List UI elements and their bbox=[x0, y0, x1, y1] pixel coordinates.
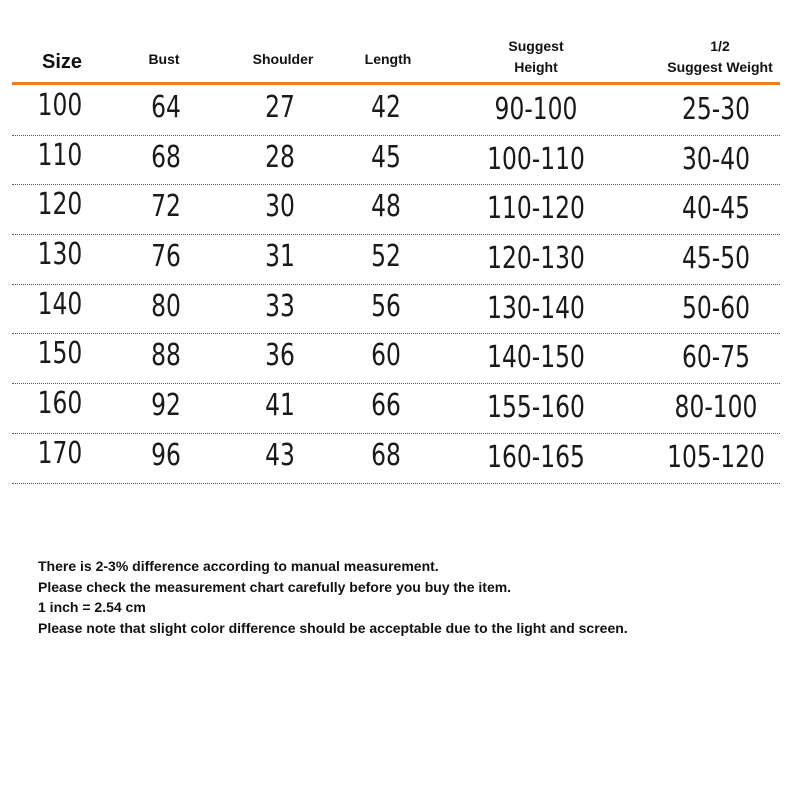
table-row bbox=[12, 434, 780, 484]
table-body bbox=[12, 86, 780, 484]
cell-bust: 68 bbox=[151, 139, 181, 175]
note-line: Please check the measurement chart carefully before you buy the item. bbox=[38, 578, 512, 595]
cell-bust: 64 bbox=[151, 90, 181, 125]
cell-bust: 92 bbox=[151, 388, 181, 424]
cell-shoulder: 36 bbox=[265, 338, 295, 374]
cell-length: 60 bbox=[371, 338, 401, 374]
cell-suggest-height: 155-160 bbox=[487, 390, 585, 426]
cell-size: 150 bbox=[37, 336, 83, 372]
table-row bbox=[12, 285, 780, 335]
header-divider bbox=[12, 82, 780, 85]
cell-bust: 76 bbox=[151, 239, 181, 275]
cell-suggest-weight: 105-120 bbox=[667, 439, 765, 475]
header-suggest-weight bbox=[640, 36, 800, 78]
cell-suggest-height: 130-140 bbox=[487, 290, 585, 326]
cell-size: 130 bbox=[37, 237, 83, 273]
table-row bbox=[12, 185, 780, 235]
cell-suggest-height: 160-165 bbox=[487, 439, 585, 475]
cell-suggest-height: 100-110 bbox=[487, 141, 585, 177]
cell-shoulder: 31 bbox=[265, 239, 295, 275]
cell-size: 110 bbox=[37, 137, 83, 173]
cell-suggest-weight: 45-50 bbox=[681, 241, 751, 277]
cell-size: 160 bbox=[37, 386, 83, 422]
cell-shoulder: 43 bbox=[265, 437, 295, 473]
cell-suggest-height: 140-150 bbox=[487, 340, 585, 376]
note-line: 1 inch = 2.54 cm bbox=[38, 599, 146, 615]
cell-suggest-weight: 30-40 bbox=[681, 141, 751, 177]
cell-bust: 96 bbox=[151, 437, 181, 473]
note-line: There is 2-3% difference according to manual measurement. bbox=[38, 558, 439, 574]
cell-suggest-height: 120-130 bbox=[487, 241, 585, 277]
header-line: 1/2 bbox=[710, 38, 730, 54]
header-line: Suggest Weight bbox=[667, 59, 773, 75]
cell-size: 170 bbox=[37, 435, 83, 471]
cell-suggest-height: 90-100 bbox=[494, 92, 578, 127]
cell-shoulder: 30 bbox=[265, 189, 295, 225]
table-row bbox=[12, 235, 780, 285]
cell-length: 42 bbox=[371, 90, 401, 125]
cell-length: 56 bbox=[371, 288, 401, 324]
header-line: Bust bbox=[148, 51, 180, 67]
cell-bust: 72 bbox=[151, 189, 181, 225]
cell-length: 66 bbox=[371, 388, 401, 424]
table-header bbox=[12, 30, 780, 82]
cell-size: 100 bbox=[37, 88, 83, 123]
header-line: Suggest bbox=[508, 38, 564, 54]
header-length bbox=[308, 49, 468, 70]
header-line: Shoulder bbox=[252, 51, 314, 67]
header-suggest-height bbox=[456, 36, 616, 78]
cell-shoulder: 33 bbox=[265, 288, 295, 324]
cell-suggest-height: 110-120 bbox=[487, 191, 585, 227]
table-row bbox=[12, 136, 780, 186]
cell-suggest-weight: 40-45 bbox=[681, 191, 751, 227]
cell-suggest-weight: 80-100 bbox=[674, 390, 758, 426]
header-line: Size bbox=[41, 51, 83, 73]
cell-suggest-weight: 50-60 bbox=[681, 290, 751, 326]
table-row bbox=[12, 384, 780, 434]
header-line: Length bbox=[364, 51, 412, 67]
table-row bbox=[12, 334, 780, 384]
notes bbox=[38, 556, 778, 638]
cell-shoulder: 28 bbox=[265, 139, 295, 175]
cell-length: 48 bbox=[371, 189, 401, 225]
cell-length: 45 bbox=[371, 139, 401, 175]
cell-suggest-weight: 60-75 bbox=[681, 340, 751, 376]
table-row bbox=[12, 86, 780, 136]
cell-length: 52 bbox=[371, 239, 401, 275]
cell-shoulder: 27 bbox=[265, 90, 295, 125]
cell-suggest-weight: 25-30 bbox=[681, 92, 751, 127]
note-line: Please note that slight color difference should be acceptable due to the light and screen. bbox=[38, 619, 628, 636]
cell-length: 68 bbox=[371, 437, 401, 473]
cell-size: 140 bbox=[37, 286, 83, 322]
header-line: Height bbox=[514, 59, 558, 75]
cell-bust: 88 bbox=[151, 338, 181, 374]
cell-size: 120 bbox=[37, 187, 83, 223]
cell-shoulder: 41 bbox=[265, 388, 295, 424]
cell-bust: 80 bbox=[151, 288, 181, 324]
